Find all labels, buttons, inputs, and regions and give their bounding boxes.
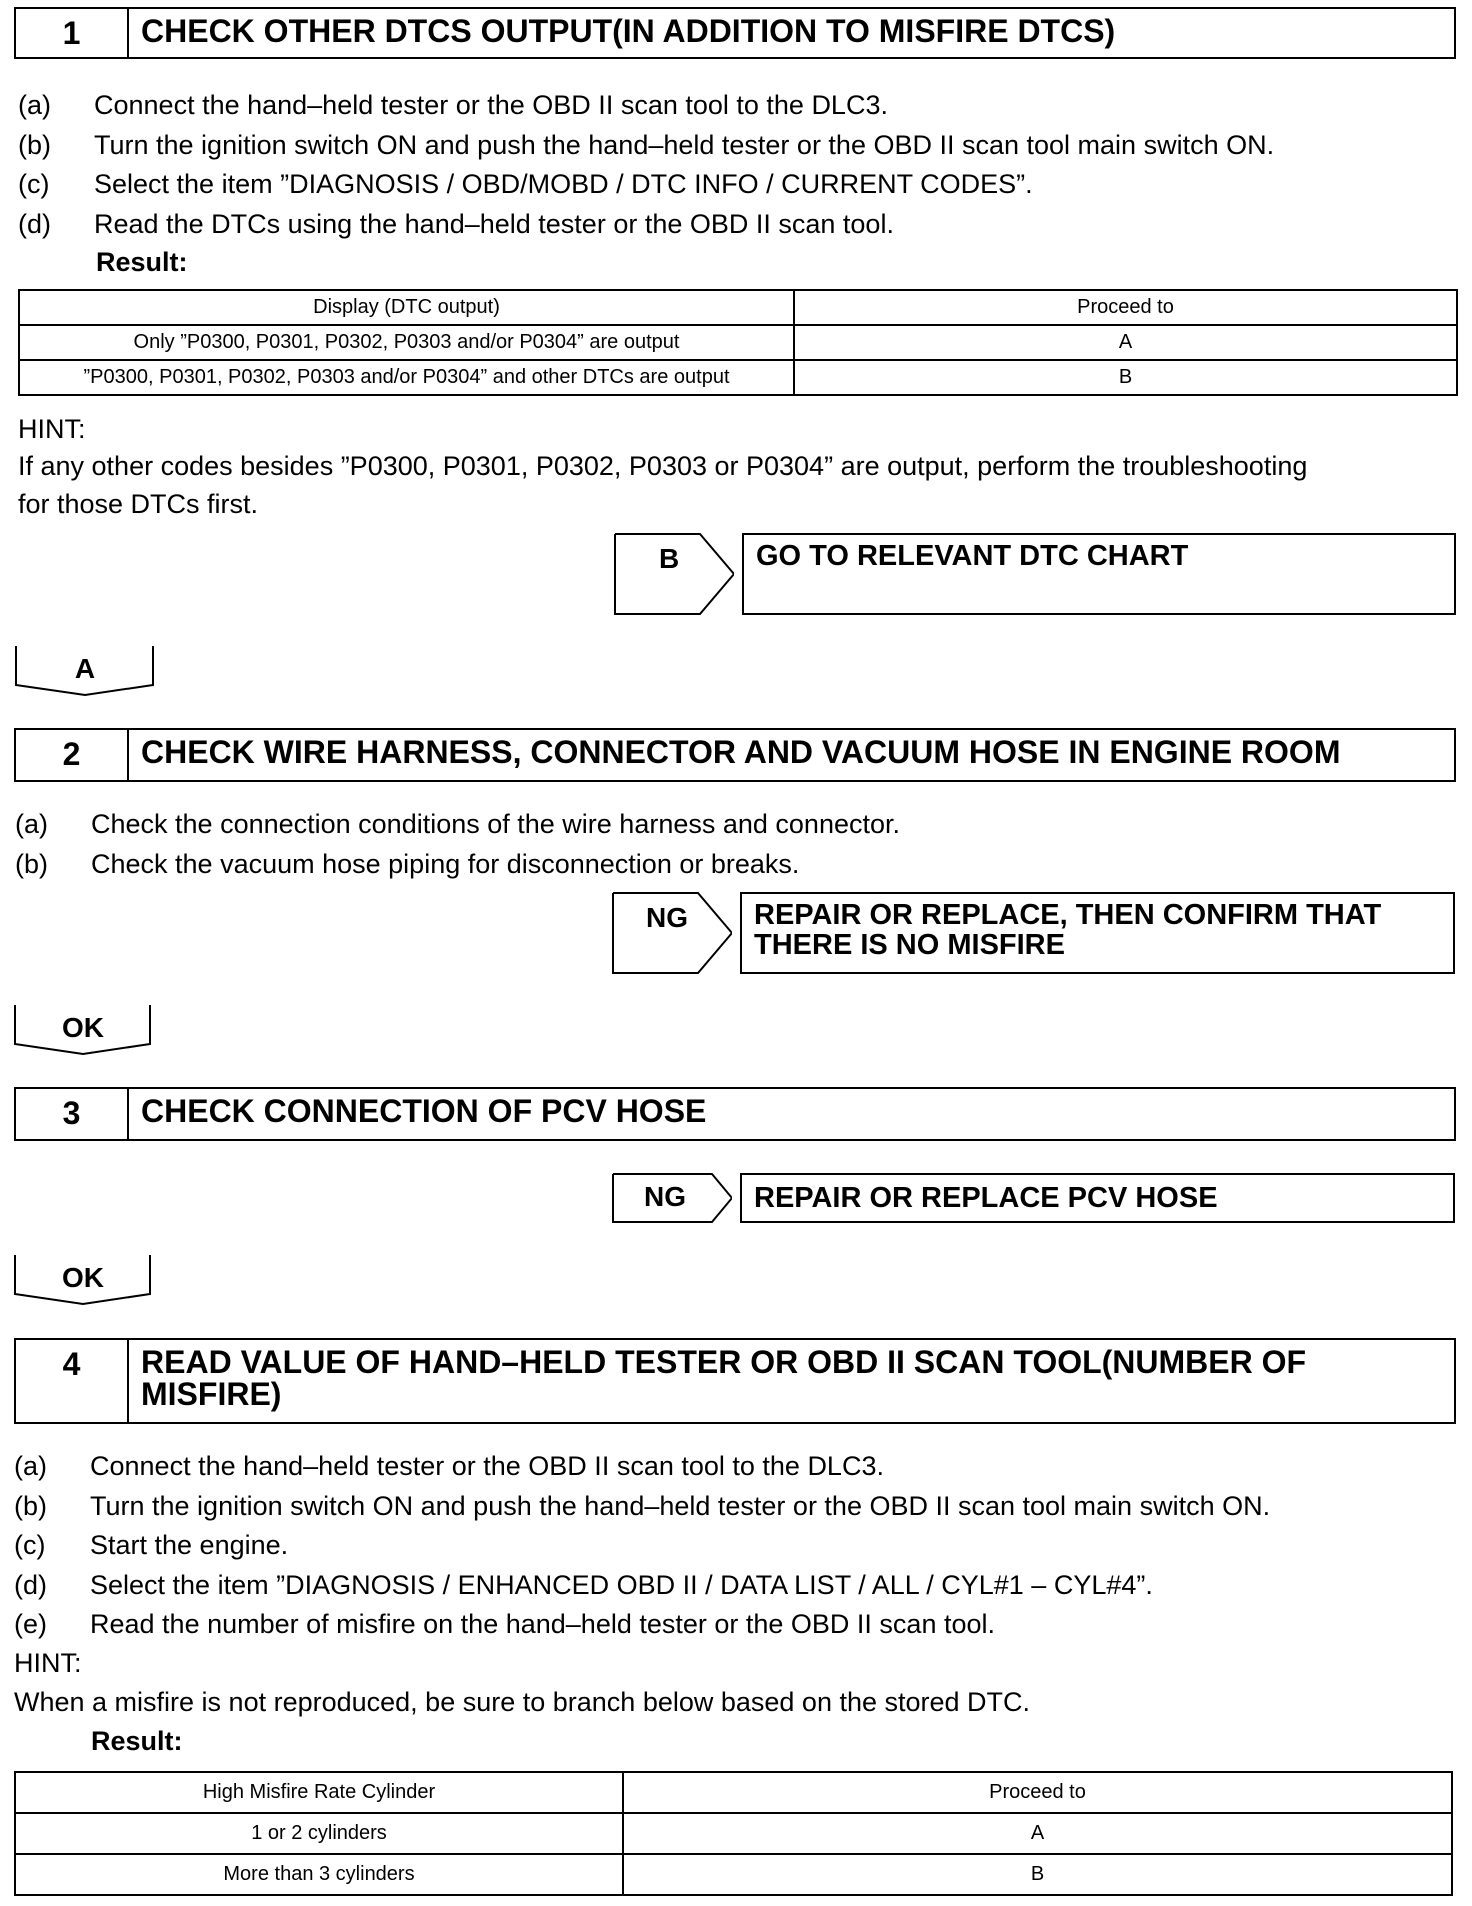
table-header: Proceed to [794,290,1457,325]
table-header: High Misfire Rate Cylinder [15,1772,623,1813]
branch-ng [612,892,1455,974]
step-title: CHECK OTHER DTCS OUTPUT(IN ADDITION TO MISFIRE DTCS) [141,13,1116,49]
result-label: Result: [96,247,188,277]
instruction-line: (b) Turn the ignition switch ON and push the hand–held tester or the OBD II scan tool main switch ON. [18,130,1275,160]
table-cell: 1 or 2 cylinders [15,1813,623,1854]
step-1-header [14,7,1456,59]
result-table-4 [14,1771,1453,1896]
instruction-line: (d) Read the DTCs using the hand–held tester or the OBD II scan tool. [18,209,894,239]
table-cell: A [794,325,1457,360]
hint-label: HINT: [14,1648,82,1678]
branch-ng [612,1173,1455,1223]
table-header: Display (DTC output) [19,290,794,325]
table-cell: A [623,1813,1452,1854]
hint-text: for those DTCs first. [18,489,259,519]
table-cell: ”P0300, P0301, P0302, P0303 and/or P0304” and other DTCs are output [19,360,794,395]
table-cell: B [623,1854,1452,1895]
branch-destination: REPAIR OR REPLACE PCV HOSE [740,1173,1455,1223]
instruction-line: (e) Read the number of misfire on the hand–held tester or the OBD II scan tool. [14,1609,996,1639]
branch-label: NG [644,1181,686,1212]
instruction-line: (d) Select the item ”DIAGNOSIS / ENHANCED OBD II / DATA LIST / ALL / CYL#1 – CYL#4”. [14,1570,1153,1600]
branch-label: NG [646,902,688,933]
proceed-tab-ok: OK [14,1254,152,1306]
step-4-header [14,1338,1456,1424]
branch-destination: REPAIR OR REPLACE, THEN CONFIRM THAT THERE IS NO MISFIRE [740,892,1455,974]
result-label: Result: [91,1726,183,1756]
step-number: 3 [16,1089,129,1139]
step-number: 1 [16,9,129,57]
instruction-line: (a) Connect the hand–held tester or the OBD II scan tool to the DLC3. [14,1451,884,1481]
instruction-line: (c) Select the item ”DIAGNOSIS / OBD/MOBD / DTC INFO / CURRENT CODES”. [18,169,1033,199]
step-title: CHECK CONNECTION OF PCV HOSE [141,1093,707,1129]
step-2-header [14,728,1456,782]
branch-label: B [659,543,680,574]
table-cell: More than 3 cylinders [15,1854,623,1895]
instruction-line: (b) Turn the ignition switch ON and push the hand–held tester or the OBD II scan tool main switch ON. [14,1491,1271,1521]
hint-label: HINT: [18,414,86,444]
step-title: READ VALUE OF HAND–HELD TESTER OR OBD II SCAN TOOL(NUMBER OF MISFIRE) [141,1344,1307,1412]
step-3-header [14,1087,1456,1141]
table-cell: Only ”P0300, P0301, P0302, P0303 and/or P0304” are output [19,325,794,360]
step-number: 2 [16,730,129,780]
instruction-line: (a) Check the connection conditions of the wire harness and connector. [15,809,900,839]
hint-text: If any other codes besides ”P0300, P0301, P0302, P0303 or P0304” are output, perform the troubleshooting [18,451,1308,481]
result-table-1 [18,289,1458,396]
proceed-tab-a: A [15,645,155,697]
branch-destination: GO TO RELEVANT DTC CHART [742,533,1456,615]
step-number: 4 [16,1340,129,1422]
branch-b [614,533,1456,615]
hint-text: When a misfire is not reproduced, be sure to branch below based on the stored DTC. [14,1687,1031,1717]
instruction-line: (c) Start the engine. [14,1530,289,1560]
proceed-tab-ok: OK [14,1004,152,1056]
instruction-line: (a) Connect the hand–held tester or the OBD II scan tool to the DLC3. [18,90,888,120]
table-header: Proceed to [623,1772,1452,1813]
table-cell: B [794,360,1457,395]
step-title: CHECK WIRE HARNESS, CONNECTOR AND VACUUM HOSE IN ENGINE ROOM [141,734,1341,770]
instruction-line: (b) Check the vacuum hose piping for disconnection or breaks. [15,849,800,879]
